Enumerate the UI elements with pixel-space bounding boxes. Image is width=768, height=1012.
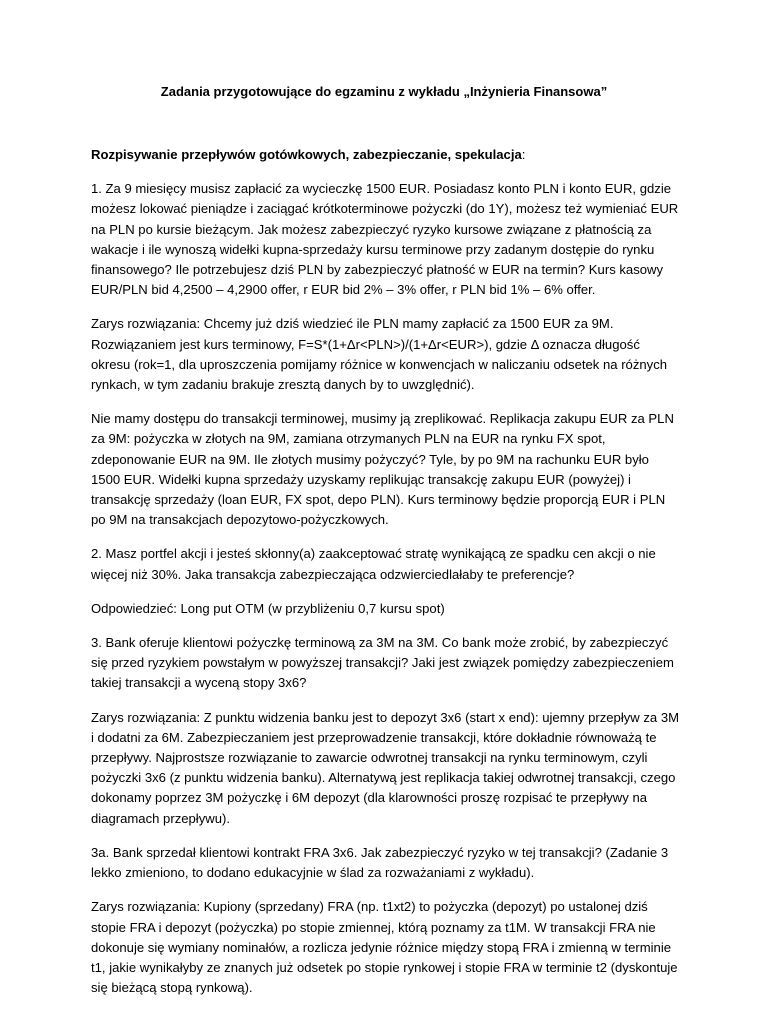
task-1-solution-outline: Zarys rozwiązania: Chcemy już dziś wiedzieć ile PLN mamy zapłacić za 1500 EUR za 9M. Rozwiązaniem jest kurs terminowy, F=S*(1+Δr<PLN>)/(1+Δr<EUR>), gdzie Δ oznacza długość okresu (rok=1, dla uproszczenia pomijamy różnice w konwencjach w naliczaniu odsetek na różnych rynkach, w tym zadaniu brakuje zresztą danych by to uwzględnić). (91, 316, 668, 393)
task-1-paragraph: 1. Za 9 miesięcy musisz zapłacić za wycieczkę 1500 EUR. Posiadasz konto PLN i konto EUR, gdzie możesz lokować pieniądze i zaciągać krótkoterminowe pożyczki (do 1Y), możesz też wymieniać EUR na PLN po kursie bieżącym. Jak możesz zabezpieczyć ryzyko kursowe związane z płatnością za wakacje i ile wynoszą widełki kupna-sprzedaży kursu terminowe przy zadanym dostępie do rynku finansowego? Ile potrzebujesz dziś PLN by zabezpieczyć płatność w EUR na termin? Kurs kasowy EUR/PLN bid 4,2500 – 4,2900 offer, r EUR bid 2% – 3% offer, r PLN bid 1% – 6% offer. (91, 181, 679, 298)
document-body (91, 145, 681, 1012)
task-3-solution-outline: Zarys rozwiązania: Z punktu widzenia banku jest to depozyt 3x6 (start x end): ujemny przepływ za 3M i dodatni za 6M. Zabezpieczaniem jest przeprowadzenie transakcji, które dokładnie równoważą te przepływy. Najprostsze rozwiązanie to zawarcie odwrotnej transakcji na rynku terminowym, czyli pożyczki 3x6 (z punktu widzenia banku). Alternatywą jest replikacja takiej odwrotnej transakcji, czego dokonamy poprzez 3M pożyczkę i 6M depozyt (dla klarowności proszę rozpisać te przepływy na diagramach przepływu). (91, 709, 680, 826)
task-2-answer: Odpowiedzieć: Long put OTM (w przybliżeniu 0,7 kursu spot) (91, 600, 445, 616)
task-3a-solution-outline: Zarys rozwiązania: Kupiony (sprzedany) FRA (np. t1xt2) to pożyczka (depozyt) po ustalonej dziś stopie FRA i depozyt (pożyczka) po stopie zmiennej, którą poznamy za t1M. W transakcji FRA nie dokonuje się wymiany nominałów, a rozlicza jedynie różnice między stopą FRA i zmienną w terminie t1, jakie wynikałyby ze znanych już odsetek po stopie rynkowej i stopie FRA w terminie t2 (dyskontuje się bieżącą stopą rynkową). (91, 899, 678, 996)
document-title: Zadania przygotowujące do egzaminu z wykładu „Inżynieria Finansowa” (160, 84, 608, 99)
task-3a-paragraph: 3a. Bank sprzedał klientowi kontrakt FRA 3x6. Jak zabezpieczyć ryzyko w tej transakcji? (Zadanie 3 lekko zmieniono, to dodano edukacyjnie w ślad za rozważaniami z wykładu). (91, 844, 669, 881)
task-2-paragraph: 2. Masz portfel akcji i jesteś skłonny(a) zaakceptować stratę wynikającą ze spadku cen akcji o nie więcej niż 30%. Jaka transakcja zabezpieczająca odzwierciedlałaby te preferencje? (91, 546, 656, 582)
section-heading (91, 145, 681, 165)
task-1-solution-replication: Nie mamy dostępu do transakcji terminowej, musimy ją zreplikować. Replikacja zakupu EUR za PLN za 9M: pożyczka w złotych na 9M, zamiana otrzymanych PLN na EUR na rynku FX spot, zdeponowanie EUR na 9M. Ile złotych musimy pożyczyć? Tyle, by po 9M na rachunku EUR było 1500 EUR. Widełki kupna sprzedaży uzyskamy replikując transakcję zakupu EUR (powyżej) i transakcję sprzedaży (loan EUR, FX spot, depo PLN). Kurs terminowy będzie proporcją EUR i PLN po 9M na transakcjach depozytowo-pożyczkowych. (91, 411, 674, 528)
section-heading-text: Rozpisywanie przepływów gotówkowych, zabezpieczanie, spekulacja (91, 147, 522, 162)
section-heading-colon: : (521, 147, 526, 162)
task-3-paragraph: 3. Bank oferuje klientowi pożyczkę terminową za 3M na 3M. Co bank może zrobić, by zabezpieczyć się przed ryzykiem powstałym w powyższej transakcji? Jaki jest związek pomiędzy zabezpieczeniem takiej transakcji a wyceną stopy 3x6? (91, 635, 674, 691)
